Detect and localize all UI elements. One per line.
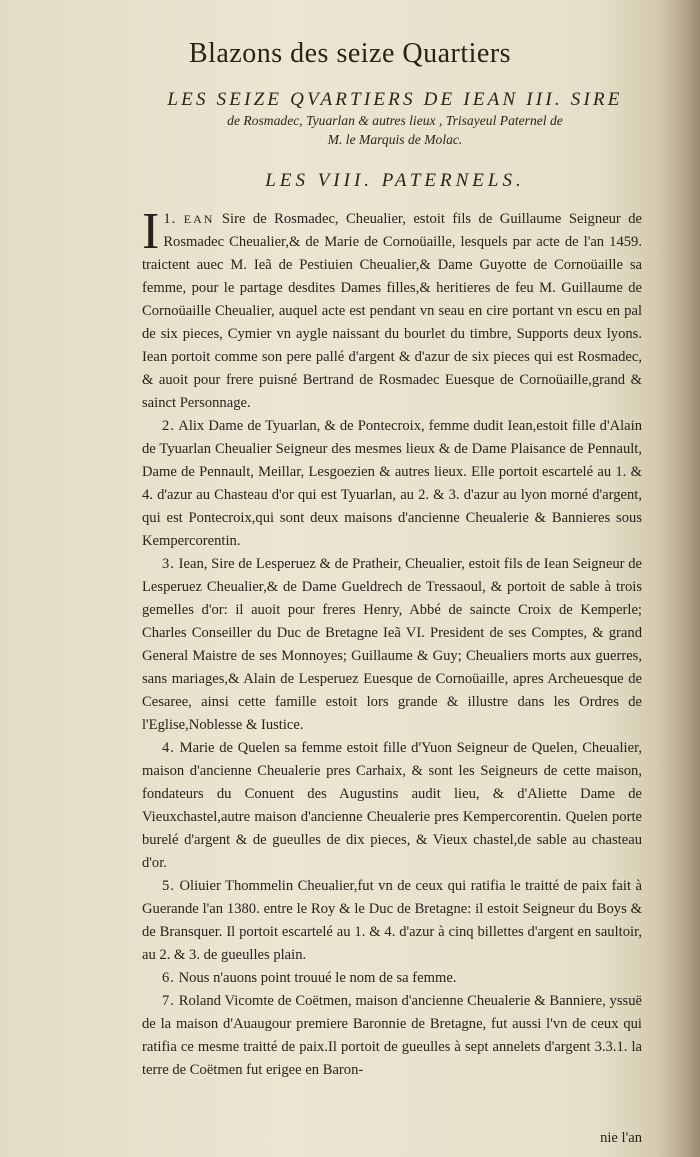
entry-4 bbox=[142, 737, 642, 875]
heading-line-1: LES SEIZE QVARTIERS DE IEAN III. SIRE bbox=[167, 89, 623, 110]
entry-text: Roland Vicomte de Coëtmen, maison d'ancienne Cheualerie & Banniere, yssuë de la maison d'Auaugour premiere Baronnie de Bretagne, fut aussi l'vn de ceux qui ratifia ce mesme traitté de paix.Il portoit de gueulles à sept annelets d'argent 3.3.1. la terre de Coëtmen fut erigee en Baron- bbox=[142, 993, 642, 1078]
catchword: nie l'an bbox=[600, 1130, 642, 1146]
body-text bbox=[142, 203, 643, 1082]
entry-text: Sire de Rosmadec, Cheualier, estoit fils de Guillaume Seigneur de Rosmadec Cheualier,& de Marie de Cornoüaille, lesquels par acte de l'an 1459. traictent auec M. Ieã de Pestiuien Cheualier,& Dame Guyotte de Cornoüaille sa femme, pour le partage desdites Dames filles,& heritieres de feu M. Guillaume de Cornoüaille Cheualier, auquel acte est pendant vn seau en cire portant vn escu en pal de six pieces, Cymier vn aygle naissant du bourlet du timbre, Supports deux lyons. Iean portoit comme son pere pallé d'argent & d'azur de six pieces qui est Rosmadec, & auoit pour frere puisné Bertrand de Rosmadec Euesque de Cornoüaille,grand & sainct Personnage. bbox=[142, 211, 642, 411]
drop-cap: I bbox=[142, 203, 160, 260]
entry-text: Nous n'auons point trouué le nom de sa femme. bbox=[178, 970, 457, 986]
entry-2 bbox=[142, 415, 642, 553]
entry-number: 1. bbox=[163, 211, 177, 227]
entry-number: 3. bbox=[162, 556, 175, 572]
entry-text: Marie de Quelen sa femme estoit fille d'Yuon Seigneur de Quelen, Cheualier, maison d'ancienne Cheualerie pres Carhaix, & sont les Seigneurs de cette maison, fondateurs du Conuent des Augustins audit lieu, & d'Aliette Dame de Vieuxchastel,autre maison d'ancienne Cheualerie pres Kempercorentin. Quelen porte burelé d'argent & de gueulles de dix pieces, & Vieux chastel,de sable au chasteau d'or. bbox=[142, 740, 642, 871]
entry-5 bbox=[142, 875, 642, 967]
entry-number: 4. bbox=[162, 740, 175, 756]
entry-number: 2. bbox=[162, 418, 175, 434]
entry-1 bbox=[142, 203, 642, 415]
entry-3 bbox=[142, 553, 642, 737]
running-title: Blazons des seize Quartiers bbox=[188, 38, 512, 69]
entry-text: Alix Dame de Tyuarlan, & de Pontecroix, femme dudit Iean,estoit fille d'Alain de Tyuarlan Cheualier Seigneur des mesmes lieux & de Dame Plaisance de Pennault, Dame de Pennault, Meillar, Lesgoezien & autres lieux. Elle portoit escartelé au 1. & 4. d'azur au Chasteau d'or qui est Tyuarlan, au 2. & 3. d'azur au lyon morné d'argent, qui est Pontecroix,qui sont deux maisons d'ancienne Cheualerie & Bannieres sous Kempercorentin. bbox=[142, 418, 643, 549]
entry-number: 5. bbox=[162, 878, 175, 894]
entry-text: Iean, Sire de Lesperuez & de Pratheir, Cheualier, estoit fils de Iean Seigneur de Lesperuez Cheualier,& de Dame Gueldrech de Tressaoul, & portoit de sable à trois gemelles d'or: il auoit pour freres Henry, Abbé de saincte Croix de Kemperle; Charles Conseiller du Duc de Bretagne Ieã VI. President de ses Comptes, & grand General Maistre de ses Monnoyes; Guillaume & Guy; Cheualiers morts aux guerres, sans mariages,& Alain de Lesperuez Euesque de Cornoüaille, apres Archeuesque de Cesaree, ainsi cette famille estoit lors grande & illustre dans les Ordres de l'Eglise,Noblesse & Iustice. bbox=[142, 556, 642, 733]
entry-smallcaps: EAN bbox=[183, 212, 215, 226]
heading-line-3: M. le Marquis de Molac. bbox=[327, 132, 463, 147]
gutter-shadow bbox=[658, 0, 700, 1157]
heading-line-2: de Rosmadec, Tyuarlan & autres lieux , Trisayeul Paternel de bbox=[227, 113, 563, 128]
entry-number: 7. bbox=[162, 993, 175, 1009]
entry-number: 6. bbox=[162, 970, 175, 986]
section-title: LES VIII. PATERNELS. bbox=[265, 170, 525, 191]
entry-6 bbox=[142, 967, 642, 990]
entry-text: Oliuier Thommelin Cheualier,fut vn de ceux qui ratifia le traitté de paix fait à Guerande l'an 1380. entre le Roy & le Duc de Bretagne: il estoit Seigneur du Boys & de Bransquer. Il portoit escartelé au 1. & 4. d'azur à cinq billettes d'argent en saultoir, au 2. & 3. de gueulles plain. bbox=[142, 878, 642, 963]
entry-7 bbox=[142, 990, 642, 1082]
chapter-heading bbox=[140, 88, 650, 149]
